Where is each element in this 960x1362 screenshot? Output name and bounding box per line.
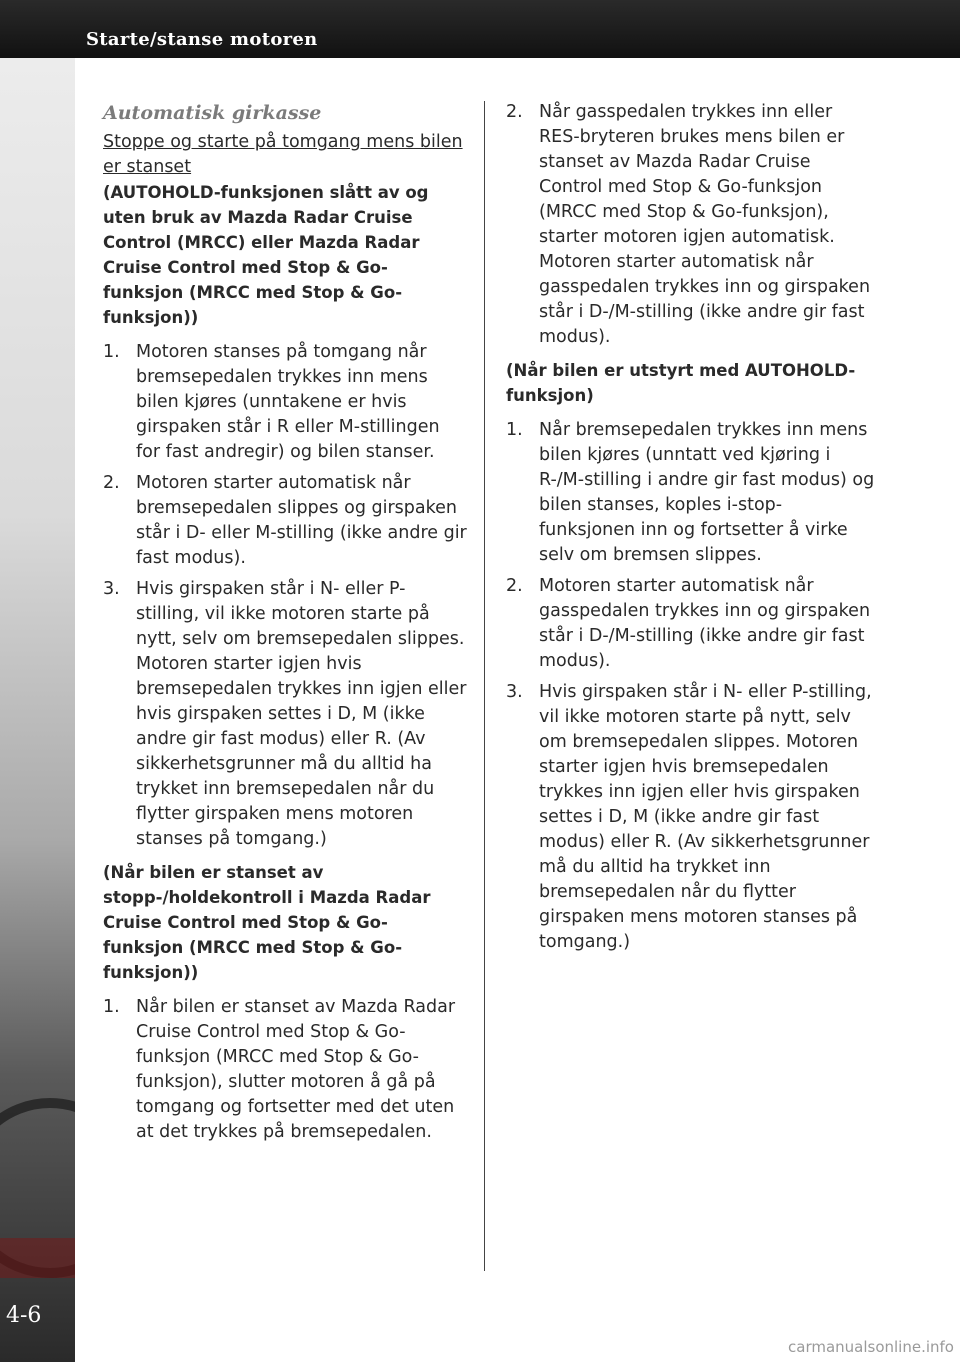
list-item [103, 471, 468, 571]
column-divider [484, 101, 485, 1271]
subsection-title: Stoppe og starte på tomgang mens bilen er stanset [103, 132, 463, 177]
list-item [506, 100, 876, 350]
condition-heading-2: (Når bilen er stanset av stopp-/holdekontroll i Mazda Radar Cruise Control med Stop & Go-funksjon (MRCC med Stop & Go-funksjon)) [103, 863, 431, 982]
watermark-text: carmanualsonline.info [788, 1338, 954, 1356]
header-title: Starte/stanse motoren [86, 29, 318, 50]
steps-list-3 [506, 418, 876, 955]
steps-list-2 [103, 995, 468, 1145]
step-text: Hvis girspaken står i N- eller P-stilling, vil ikke motoren starte på nytt, selv om bremsepedalen slippes. Motoren starter igjen hvis bremsepedalen trykkes inn igjen eller hvis girspaken settes i D, M (ikke andre gir fast modus) eller R. (Av sikkerhetsgrunner må du alltid ha trykket inn bremsepedalen når du flytter girspaken mens motoren stanses på tomgang.) [136, 579, 467, 849]
list-item [506, 418, 876, 568]
list-item [103, 340, 468, 465]
step-number: 1. [103, 342, 120, 362]
step-number: 1. [506, 420, 523, 440]
step-number: 3. [103, 579, 120, 599]
step-text: Når bilen er stanset av Mazda Radar Cruise Control med Stop & Go-funksjon (MRCC med Stop & Go-funksjon), slutter motoren å gå på tomgang og fortsetter med det uten at det trykkes på bremsepedalen. [136, 997, 456, 1142]
list-item [506, 574, 876, 674]
step-text: Motoren starter automatisk når bremsepedalen slippes og girspaken står i D- eller M-stilling (ikke andre gir fast modus). [136, 473, 467, 568]
step-number: 3. [506, 682, 523, 702]
condition-heading-1: (AUTOHOLD-funksjonen slått av og uten bruk av Mazda Radar Cruise Control (MRCC) eller Mazda Radar Cruise Control med Stop & Go-funksjon (MRCC med Stop & Go-funksjon)) [103, 183, 429, 327]
step-number: 2. [506, 576, 523, 596]
seat-photo-detail [0, 1238, 75, 1278]
step-text: Hvis girspaken står i N- eller P-stilling, vil ikke motoren starte på nytt, selv om bremsepedalen slippes. Motoren starter igjen hvis bremsepedalen trykkes inn igjen eller hvis girspaken settes i D, M (ikke andre gir fast modus) eller R. (Av sikkerhetsgrunner må du alltid ha trykket inn bremsepedalen når du flytter girspaken mens motoren stanses på tomgang.) [539, 682, 872, 952]
side-photo-strip [0, 58, 75, 1362]
left-column [103, 100, 468, 1153]
section-title: Automatisk girkasse [103, 102, 322, 124]
list-item [506, 680, 876, 955]
step-number: 1. [103, 997, 120, 1017]
step-text: Når gasspedalen trykkes inn eller RES-bryteren brukes mens bilen er stanset av Mazda Radar Cruise Control med Stop & Go-funksjon (MRCC med Stop & Go-funksjon), starter motoren igjen automatisk. Motoren starter automatisk når gasspedalen trykkes inn og girspaken står i D-/M-stilling (ikke andre gir fast modus). [539, 102, 871, 347]
steps-list-1 [103, 340, 468, 852]
steps-list-continued [506, 100, 876, 350]
step-number: 2. [506, 102, 523, 122]
list-item [103, 995, 468, 1145]
step-number: 2. [103, 473, 120, 493]
condition-heading-3: (Når bilen er utstyrt med AUTOHOLD-funksjon) [506, 361, 856, 405]
step-text: Når bremsepedalen trykkes inn mens bilen kjøres (unntatt ved kjøring i R-/M-stilling i andre gir fast modus) og bilen stanses, koples i-stop-funksjonen inn og fortsetter å virke selv om bremsen slippes. [539, 420, 875, 565]
right-column [506, 100, 876, 963]
page-number: 4-6 [6, 1303, 42, 1328]
list-item [103, 577, 468, 852]
step-text: Motoren starter automatisk når gasspedalen trykkes inn og girspaken står i D-/M-stilling (ikke andre gir fast modus). [539, 576, 871, 671]
step-text: Motoren stanses på tomgang når bremsepedalen trykkes inn mens bilen kjøres (unntakene er hvis girspaken står i R eller M-stillingen for fast andregir) og bilen stanser. [136, 342, 440, 462]
